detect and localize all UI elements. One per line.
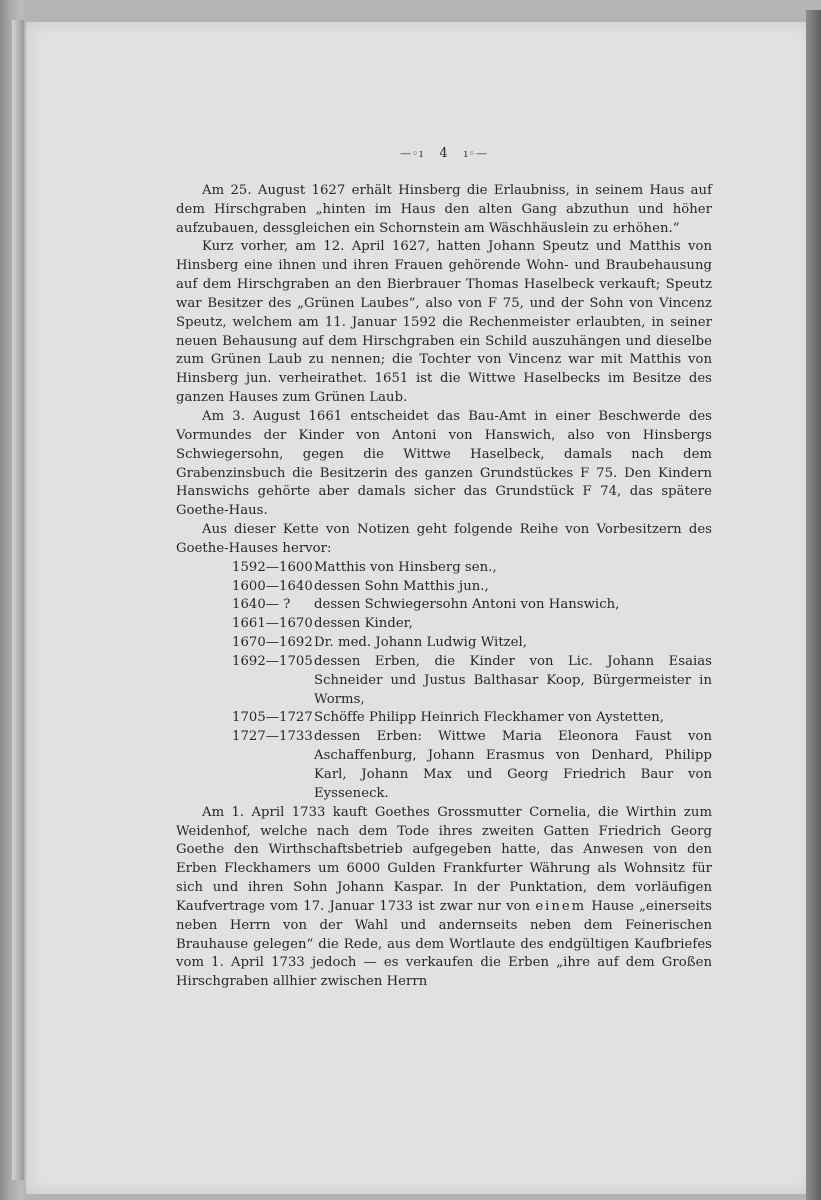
owner-list [232,559,712,804]
owner-entry [232,728,712,803]
owner-name: dessen Sohn Matthis jun., [314,578,489,594]
paragraph-5-part-2: Hause „einerseits neben Herrn von der Wahl und andernseits neben dem Feinerischen Brauhause gelegen“ die Rede, aus dem Wortlaute des endgültigen Kaufbriefes vom 1. April 1733 jedoch — es verkaufen die Erben „ihre auf dem Großen Hirschgraben allhier zwischen Herrn [176,898,712,990]
owner-name: Matthis von Hinsberg sen., [314,559,497,575]
owner-entry [232,709,712,728]
paragraph-5-spaced-word: einem [535,898,587,914]
paragraph-2: Kurz vorher, am 12. April 1627, hatten Johann Speutz und Matthis von Hinsberg eine ihnen und ihren Frauen gehörende Wohn- und Braubehausung auf dem Hirschgraben an den Bierbrauer Thomas Haselbeck verkauft; Speutz war Besitzer des „Grünen Laubes“, also von F 75, und der Sohn von Vincenz Speutz, welchem am 11. Januar 1592 die Rechenmeister erlaubten, in seiner neuen Behausung auf dem Hirschgraben ein Schild auszuhängen und dieselbe zum Grünen Laub zu nennen; die Tochter von Vincenz war mit Matthis von Hinsberg jun. verheirathet. 1651 ist die Wittwe Haselbecks im Besitze des ganzen Hauses zum Grünen Laub. [176,239,712,406]
paragraph-5 [176,804,712,992]
owner-years: 1661—1670 [232,616,313,632]
owner-name: dessen Schwiegersohn Antoni von Hanswich, [314,597,620,613]
owner-years: 1727—1733 [232,729,313,745]
owner-name: dessen Erben: Wittwe Maria Eleonora Faust von Aschaffenburg, Johann Erasmus von Denhard, Philipp Karl, Johann Max und Georg Friedrich Baur von Eysseneck. [314,729,712,801]
owner-entry [232,559,712,578]
owner-entry [232,634,712,653]
page-edge-left [12,20,24,1180]
owner-entry [232,578,712,597]
paragraph-3: Am 3. August 1661 entscheidet das Bau-Amt in einer Beschwerde des Vormundes der Kinder von Antoni von Hanswich, also von Hinsbergs Schwiegersohn, gegen die Wittwe Haselbeck, damals nach dem Grabenzinsbuch die Besitzerin des ganzen Grundstückes F 75. Den Kindern Hanswichs gehörte aber damals sicher das Grundstück F 74, das spätere Goethe-Haus. [176,408,712,519]
owner-years: 1592—1600 [232,559,313,575]
owner-years: 1670—1692 [232,635,313,651]
owner-name: Schöffe Philipp Heinrich Fleckhamer von Aystetten, [314,710,664,726]
page-number-header [176,145,712,164]
owner-years: 1692—1705 [232,653,313,669]
owner-years: 1705—1727 [232,710,313,726]
owner-entry [232,615,712,634]
owner-name: dessen Erben, die Kinder von Lic. Johann Esaias Schneider und Justus Balthasar Koop, Bürgermeister in Worms, [314,653,712,707]
ornament-right: ı◦— [464,147,489,160]
paragraph-1: Am 25. August 1627 erhält Hinsberg die Erlaubniss, in seinem Haus auf dem Hirschgraben „hinten im Haus den alten Gang abzuthun und höher aufzubauen, dessgleichen ein Schornstein am Wäschhäuslein zu erhöhen.“ [176,182,712,236]
owner-entry [232,596,712,615]
owner-name: Dr. med. Johann Ludwig Witzel, [314,635,528,651]
owner-years: 1600—1640 [232,578,313,594]
owner-entry [232,653,712,710]
paragraph-5-part-1: Am 1. April 1733 kauft Goethes Grossmutter Cornelia, die Wirthin zum Weidenhof, welche nach dem Tode ihres zweiten Gatten Friedrich Georg Goethe den Wirthschaftsbetrieb aufgegeben hatte, das Anwesen von den Erben Fleckhamers um 6000 Gulden Frankfurter Währung als Wohnsitz für sich und ihren Sohn Johann Kaspar. In der Punktation, dem vorläufigen Kaufvertrage vom 17. Januar 1733 ist zwar nur von [176,804,712,914]
paragraph-4: Aus dieser Kette von Notizen geht folgende Reihe von Vorbesitzern des Goethe-Hauses hervor: [176,522,712,556]
page-number: 4 [439,146,449,161]
ornament-left: —◦ı [399,147,424,160]
owner-years: 1640— ? [232,597,291,613]
page-edge-right [806,10,821,1200]
page-text [176,145,712,992]
owner-name: dessen Kinder, [314,616,413,632]
